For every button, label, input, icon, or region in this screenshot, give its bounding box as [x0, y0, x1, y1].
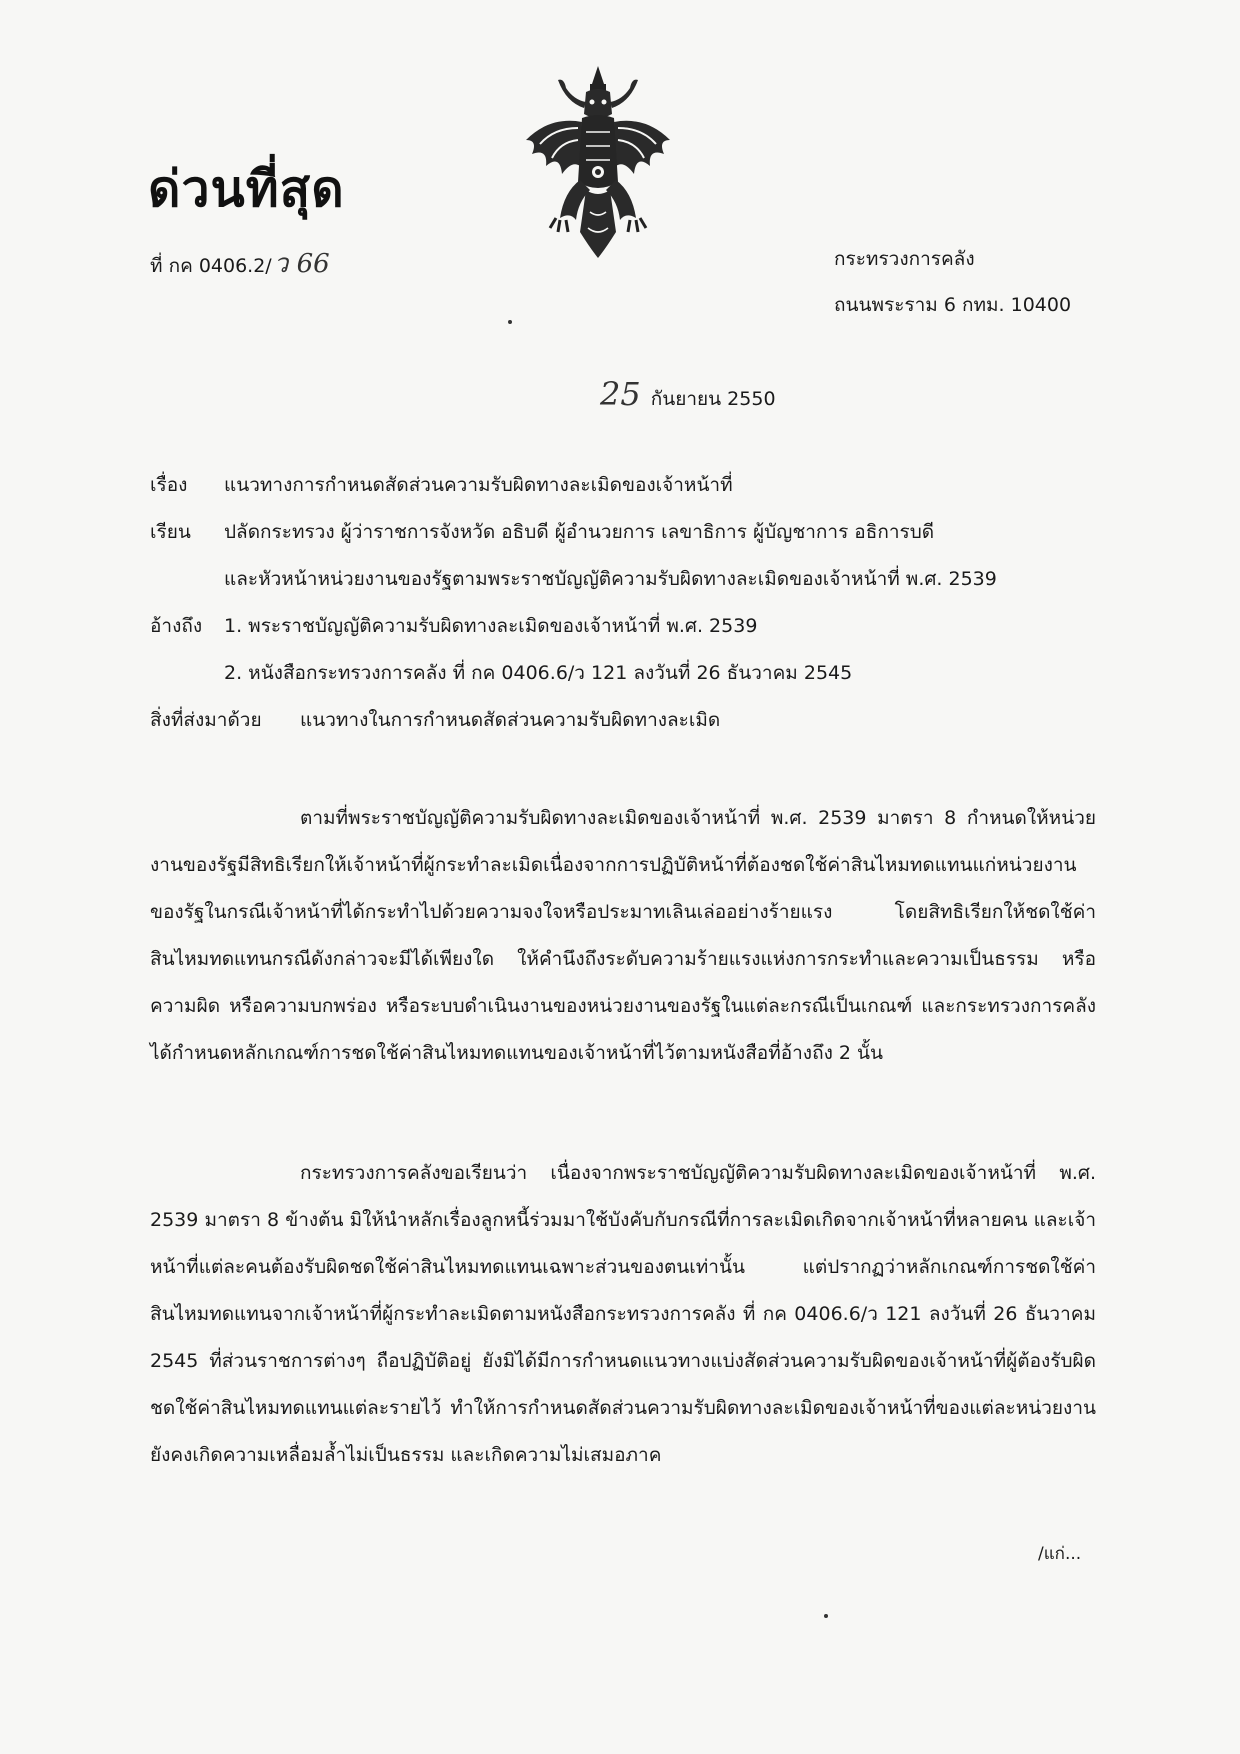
reference-number-prefix: ที่ กค 0406.2/	[150, 255, 272, 277]
enclosure-text: แนวทางในการกำหนดสัดส่วนความรับผิดทางละเมิด	[300, 709, 721, 731]
ministry-name: กระทรวงการคลัง	[834, 248, 975, 270]
addressee-line-2: และหัวหน้าหน่วยงานของรัฐตามพระราชบัญญัติความรับผิดทางละเมิดของเจ้าหน้าที่ พ.ศ. 2539	[224, 568, 997, 590]
reference-label: อ้างถึง	[150, 615, 203, 637]
addressee-label: เรียน	[150, 521, 191, 543]
reference-number	[150, 243, 330, 284]
date-month-year: กันยายน 2550	[650, 388, 776, 410]
urgency-heading: ด่วนที่สุด	[148, 160, 345, 218]
scan-speck	[508, 320, 512, 324]
date-day-handwritten: 25	[600, 375, 641, 413]
ministry-address: ถนนพระราม 6 กทม. 10400	[834, 294, 1072, 316]
garuda-emblem-icon	[520, 62, 676, 262]
body-paragraph-2	[150, 1150, 1096, 1479]
subject-label: เรื่อง	[150, 474, 188, 496]
subject-text: แนวทางการกำหนดสัดส่วนความรับผิดทางละเมิดของเจ้าหน้าที่	[224, 474, 733, 496]
scan-speck	[824, 1614, 828, 1618]
addressee-line-1: ปลัดกระทรวง ผู้ว่าราชการจังหวัด อธิบดี ผู้อำนวยการ เลขาธิการ ผู้บัญชาการ อธิการบดี	[224, 521, 935, 543]
continued-marker: /แก่...	[1038, 1544, 1082, 1564]
enclosure-label: สิ่งที่ส่งมาด้วย	[150, 709, 262, 731]
reference-number-handwritten: ว 66	[273, 249, 330, 279]
body-paragraph-1	[150, 795, 1096, 1077]
body-paragraph-1-text: ตามที่พระราชบัญญัติความรับผิดทางละเมิดของเจ้าหน้าที่ พ.ศ. 2539 มาตรา 8 กำหนดให้หน่วยงานของรัฐมีสิทธิเรียกให้เจ้าหน้าที่ผู้กระทำละเมิดเนื่องจากการปฏิบัติหน้าที่ต้องชดใช้ค่าสินไหมทดแทนแก่หน่วยงานของรัฐในกรณีเจ้าหน้าที่ได้กระทำไปด้วยความจงใจหรือประมาทเลินเล่ออย่างร้ายแรง โดยสิทธิเรียกให้ชดใช้ค่าสินไหมทดแทนกรณีดังกล่าวจะมีได้เพียงใด ให้คำนึงถึงระดับความร้ายแรงแห่งการกระทำและความเป็นธรรม หรือความผิด หรือความบกพร่อง หรือระบบดำเนินงานของหน่วยงานของรัฐในแต่ละกรณีเป็นเกณฑ์ และกระทรวงการคลังได้กำหนดหลักเกณฑ์การชดใช้ค่าสินไหมทดแทนของเจ้าหน้าที่ไว้ตามหนังสือที่อ้างถึง 2 นั้น	[150, 807, 1096, 1064]
reference-item-1: 1. พระราชบัญญัติความรับผิดทางละเมิดของเจ้าหน้าที่ พ.ศ. 2539	[224, 615, 758, 637]
reference-item-2: 2. หนังสือกระทรวงการคลัง ที่ กค 0406.6/ว 121 ลงวันที่ 26 ธันวาคม 2545	[224, 662, 853, 684]
body-paragraph-2-text: กระทรวงการคลังขอเรียนว่า เนื่องจากพระราชบัญญัติความรับผิดทางละเมิดของเจ้าหน้าที่ พ.ศ. 2539 มาตรา 8 ข้างต้น มิให้นำหลักเรื่องลูกหนี้ร่วมมาใช้บังคับกับกรณีที่การละเมิดเกิดจากเจ้าหน้าที่หลายคน และเจ้าหน้าที่แต่ละคนต้องรับผิดชดใช้ค่าสินไหมทดแทนเฉพาะส่วนของตนเท่านั้น แต่ปรากฏว่าหลักเกณฑ์การชดใช้ค่าสินไหมทดแทนจากเจ้าหน้าที่ผู้กระทำละเมิดตามหนังสือกระทรวงการคลัง ที่ กค 0406.6/ว 121 ลงวันที่ 26 ธันวาคม 2545 ที่ส่วนราชการต่างๆ ถือปฏิบัติอยู่ ยังมิได้มีการกำหนดแนวทางแบ่งสัดส่วนความรับผิดของเจ้าหน้าที่ผู้ต้องรับผิดชดใช้ค่าสินไหมทดแทนแต่ละรายไว้ ทำให้การกำหนดสัดส่วนความรับผิดทางละเมิดของเจ้าหน้าที่ของแต่ละหน่วยงานยังคงเกิดความเหลื่อมล้ำไม่เป็นธรรม และเกิดความไม่เสมอภาค	[150, 1162, 1096, 1466]
document-date	[600, 375, 776, 414]
